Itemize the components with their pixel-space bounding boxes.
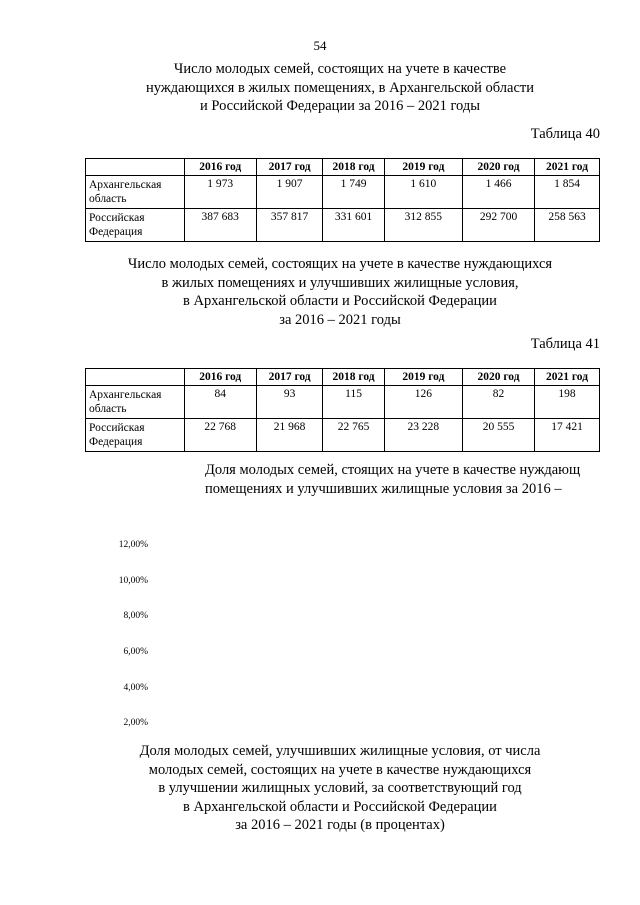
header-cell: 2017 год	[256, 159, 323, 176]
table-cell: 198	[535, 386, 600, 419]
caption-line: за 2016 – 2021 годы (в процентах)	[235, 817, 445, 833]
table-cell: 22 765	[323, 419, 384, 452]
title-line: нуждающихся в жилых помещениях, в Архангельской области	[145, 79, 535, 96]
table41	[85, 368, 600, 452]
table-cell: 84	[184, 386, 256, 419]
header-cell: 2018 год	[323, 159, 384, 176]
title-line: за 2016 – 2021 годы	[279, 311, 401, 328]
table-cell: 1 610	[384, 176, 462, 209]
page-number: 54	[313, 38, 327, 53]
table-header-row	[86, 369, 600, 386]
header-cell: 2016 год	[184, 159, 256, 176]
table-row	[86, 419, 600, 452]
header-cell: 2021 год	[535, 159, 600, 176]
row-label: Архангельская область	[86, 386, 185, 419]
title-line: в Архангельской области и Российской Федерации	[183, 293, 497, 309]
header-cell: 2018 год	[323, 369, 384, 386]
chart-title	[205, 461, 640, 498]
table-cell: 1 466	[463, 176, 535, 209]
caption-line: в улучшении жилищных условий, за соответствующий год	[158, 780, 522, 796]
header-cell: 2020 год	[463, 159, 535, 176]
header-cell	[86, 369, 185, 386]
y-tick-label: 12,00%	[118, 540, 148, 550]
table-cell: 258 563	[535, 209, 600, 242]
header-cell: 2019 год	[384, 159, 462, 176]
table-cell: 21 968	[256, 419, 323, 452]
table40-title	[60, 60, 620, 116]
y-tick-label: 2,00%	[123, 718, 148, 728]
table-cell: 331 601	[323, 209, 384, 242]
chart-caption	[60, 742, 620, 835]
table-cell: 82	[463, 386, 535, 419]
y-tick-label: 6,00%	[123, 647, 148, 657]
row-label: Российская Федерация	[86, 419, 185, 452]
table-cell: 1 854	[535, 176, 600, 209]
caption-line: в Архангельской области и Российской Федерации	[183, 798, 497, 815]
header-cell: 2017 год	[256, 369, 323, 386]
table41-label: Таблица 41	[530, 336, 600, 352]
row-label: Российская Федерация	[86, 209, 185, 242]
header-cell: 2020 год	[463, 369, 535, 386]
table-cell: 312 855	[384, 209, 462, 242]
chart-title-line: помещениях и улучшивших жилищные условия за 2016 –	[205, 480, 562, 497]
table-cell: 126	[384, 386, 462, 419]
table40	[85, 158, 600, 242]
table-cell: 1 749	[323, 176, 384, 209]
table-cell: 20 555	[463, 419, 535, 452]
y-tick-label: 10,00%	[118, 576, 148, 586]
table41-title	[60, 255, 620, 329]
table40-label: Таблица 40	[530, 126, 600, 142]
title-line: Число молодых семей, состоящих на учете в качестве	[173, 61, 507, 77]
table-cell: 23 228	[384, 419, 462, 452]
y-tick-label: 8,00%	[123, 611, 148, 621]
header-cell: 2016 год	[184, 369, 256, 386]
table-cell: 357 817	[256, 209, 323, 242]
table-header-row	[86, 159, 600, 176]
header-cell: 2021 год	[535, 369, 600, 386]
table-cell: 387 683	[184, 209, 256, 242]
table-row	[86, 386, 600, 419]
y-tick-label: 4,00%	[123, 683, 148, 693]
table-cell: 17 421	[535, 419, 600, 452]
table-cell: 115	[323, 386, 384, 419]
row-label: Архангельская область	[86, 176, 185, 209]
title-line: и Российской Федерации за 2016 – 2021 годы	[199, 98, 481, 114]
table-cell: 292 700	[463, 209, 535, 242]
header-cell	[86, 159, 185, 176]
caption-line: Доля молодых семей, улучшивших жилищные условия, от числа	[139, 743, 541, 759]
table-row	[86, 209, 600, 242]
title-line: Число молодых семей, состоящих на учете в качестве нуждающихся	[127, 256, 553, 272]
table-cell: 1 973	[184, 176, 256, 209]
table-cell: 22 768	[184, 419, 256, 452]
title-line: в жилых помещениях и улучшивших жилищные условия,	[161, 274, 519, 291]
table-cell: 93	[256, 386, 323, 419]
table-row	[86, 176, 600, 209]
chart-title-line: Доля молодых семей, стоящих на учете в качестве нуждающ	[205, 462, 581, 478]
header-cell: 2019 год	[384, 369, 462, 386]
table-cell: 1 907	[256, 176, 323, 209]
caption-line: молодых семей, состоящих на учете в качестве нуждающихся	[148, 761, 532, 778]
